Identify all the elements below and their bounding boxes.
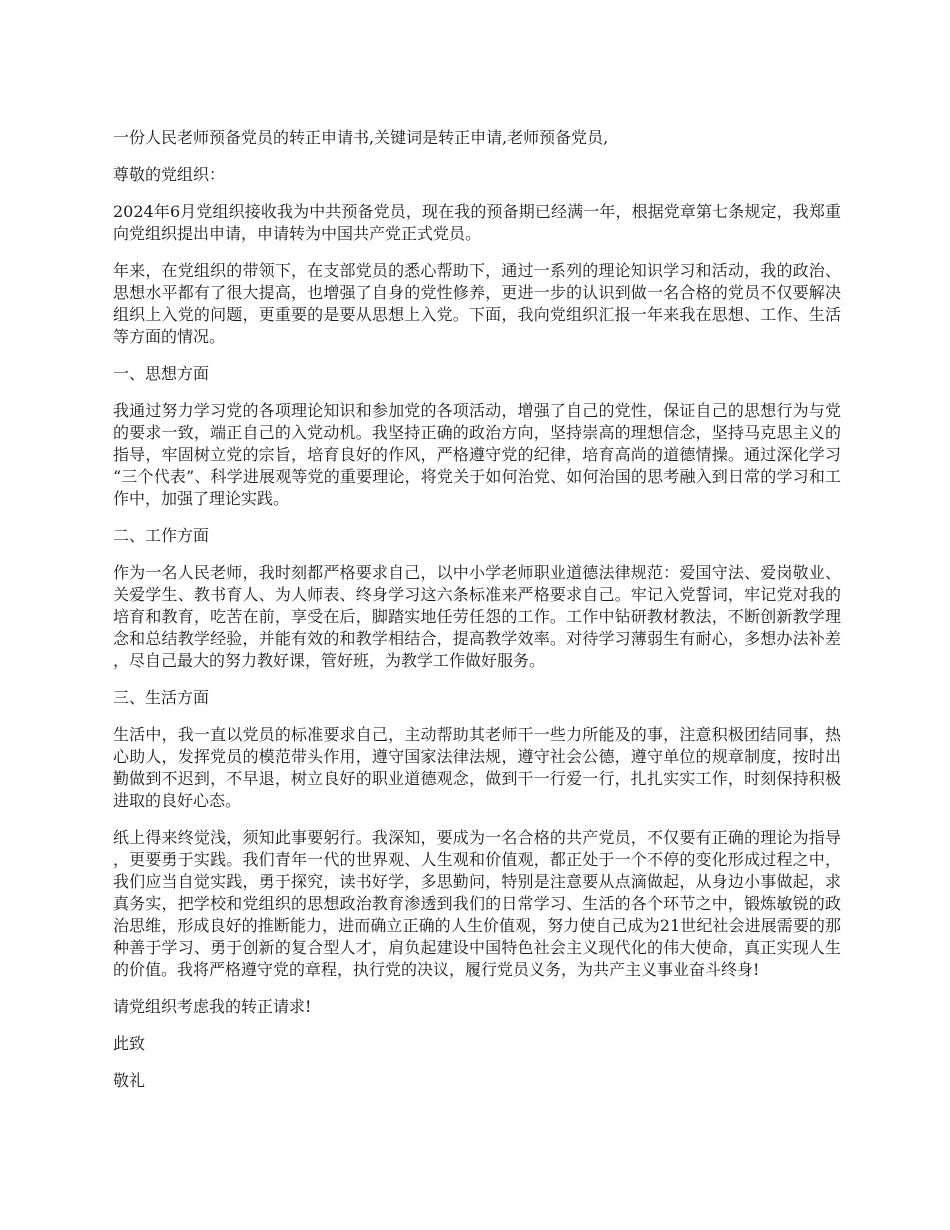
- body-paragraph-life: 生活中，我一直以党员的标准要求自己，主动帮助其老师干一些力所能及的事，注意积极团结同事，热心助人，发挥党员的模范带头作用，遵守国家法律法规，遵守社会公德，遵守单位的规章制度，按时出勤做到不迟到，不早退，树立良好的职业道德观念，做到干一行爱一行，扎扎实实工作，时刻保持积极进取的良好心态。: [113, 725, 841, 810]
- body-paragraph-overview: 年来，在党组织的带领下，在支部党员的悉心帮助下，通过一系列的理论知识学习和活动，我的政治、思想水平都有了很大提高，也增强了自身的党性修养，更进一步的认识到做一名合格的党员不仅要解决组织上入党的问题，更重要的是要从思想上入党。下面，我向党组织汇报一年来我在思想、工作、生活等方面的情况。: [113, 261, 841, 346]
- body-paragraph-thought: 我通过努力学习党的各项理论知识和参加党的各项活动，增强了自己的党性，保证自己的思想行为与党的要求一致，端正自己的入党动机。我坚持正确的政治方向，坚持崇高的理想信念，坚持马克思主义的指导，牢固树立党的宗旨，培育良好的作风，严格遵守党的纪律，培育高尚的道德情操。通过深化学习“三个代表”、科学进展观等党的重要理论，将党关于如何治党、如何治国的思考融入到日常的学习和工作中，加强了理论实践。: [113, 401, 841, 508]
- section-heading-thought: 一、思想方面: [113, 364, 210, 383]
- closing-jingli: 敬礼: [113, 1071, 146, 1090]
- document-summary: 一份人民老师预备党员的转正申请书,关键词是转正申请,老师预备党员,: [113, 128, 609, 147]
- section-heading-life: 三、生活方面: [113, 688, 210, 707]
- body-paragraph-work: 作为一名人民老师，我时刻都严格要求自己，以中小学老师职业道德法律规范：爱国守法、爱岗敬业、关爱学生、教书育人、为人师表、终身学习这六条标准来严格要求自己。牢记入党誓词，牢记党对我的培育和教育，吃苦在前，享受在后，脚踏实地任劳任怨的工作。工作中钻研教材教法，不断创新教学理念和总结教学经验，并能有效的和教学相结合，提高教学效率。对待学习薄弱生有耐心，多想办法补差，尽自己最大的努力教好课，管好班，为教学工作做好服务。: [113, 563, 841, 670]
- body-paragraph-practice: 纸上得来终觉浅，须知此事要躬行。我深知，要成为一名合格的共产党员，不仅要有正确的理论为指导，更要勇于实践。我们青年一代的世界观、人生观和价值观，都正处于一个不停的变化形成过程之中，我们应当自觉实践，勇于探究，读书好学，多思勤问，特别是注意要从点滴做起，从身边小事做起，求真务实，把学校和党组织的思想政治教育渗透到我们的日常学习、生活的各个环节之中，锻炼敏锐的政治思维，形成良好的推断能力，进而确立正确的人生价值观，努力使自己成为21世纪社会进展需要的那种善于学习、勇于创新的复合型人才，肩负起建设中国特色社会主义现代化的伟大使命，真正实现人生的价值。我将严格遵守党的章程，执行党的决议，履行党员义务，为共产主义事业奋斗终身!: [113, 828, 841, 979]
- body-paragraph-application: 2024年6月党组织接收我为中共预备党员，现在我的预备期已经满一年，根据党章第七条规定，我郑重向党组织提出申请，申请转为中国共产党正式党员。: [113, 202, 841, 243]
- salutation: 尊敬的党组织：: [113, 165, 226, 184]
- closing-request: 请党组织考虑我的转正请求!: [113, 997, 312, 1016]
- section-heading-work: 二、工作方面: [113, 526, 210, 545]
- document-page: [113, 127, 841, 1107]
- closing-cizhi: 此致: [113, 1034, 146, 1053]
